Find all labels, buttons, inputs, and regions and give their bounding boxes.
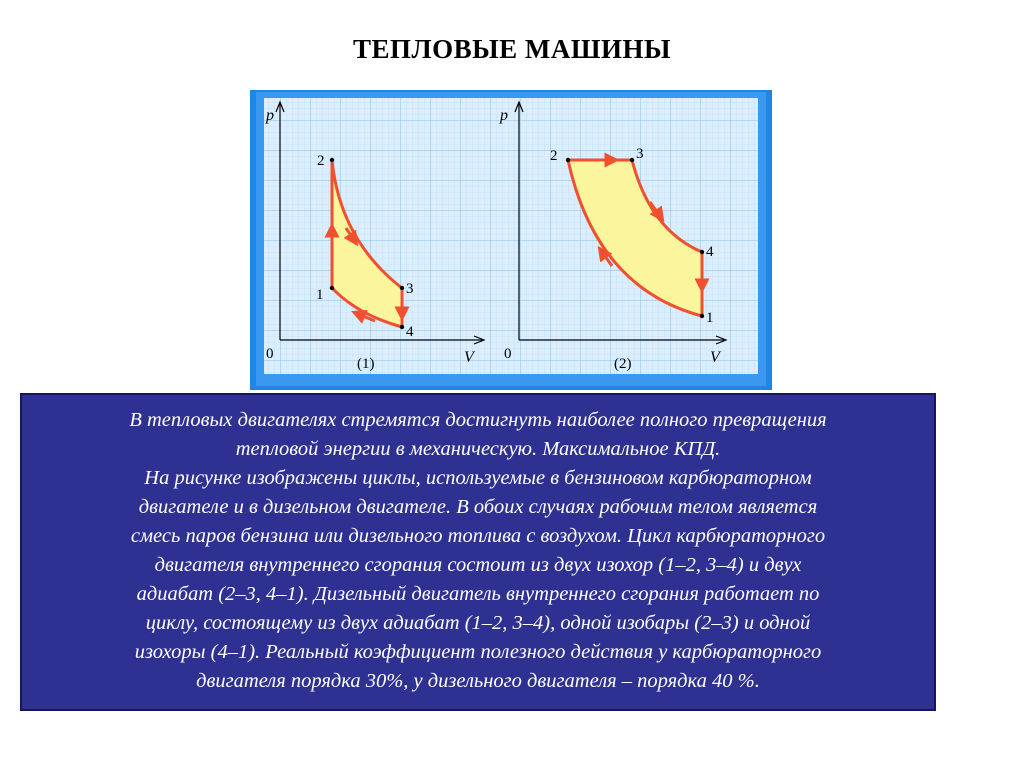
body-line: двигателе и в дизельном двигателе. В обоих случаях рабочим телом является: [138, 496, 818, 518]
body-line: В тепловых двигателях стремятся достигнуть наиболее полного превращения: [129, 409, 827, 431]
point-label: 1: [706, 310, 714, 326]
v-axis-label: V: [464, 349, 474, 366]
cycle-point: [330, 286, 334, 290]
pv-diagrams-figure: [250, 90, 772, 390]
body-line: адиабат (2–3, 4–1). Дизельный двигатель внутреннего сгорания работает по: [136, 583, 820, 605]
cycle-point: [700, 250, 704, 254]
p-axis-label: p: [500, 107, 508, 124]
cycle-point: [630, 158, 634, 162]
cycle-point: [566, 158, 570, 162]
origin-label: 0: [266, 346, 274, 362]
point-label: 4: [406, 324, 414, 340]
diagram-caption: (1): [357, 356, 375, 372]
pv-diagrams-svg: [250, 90, 772, 390]
cycle-point: [400, 286, 404, 290]
body-line: На рисунке изображены циклы, используемые в бензиновом карбюраторном: [144, 467, 812, 489]
point-label: 1: [316, 287, 324, 303]
description-box: [20, 393, 936, 711]
body-line: двигателя внутреннего сгорания состоит из двух изохор (1–2, 3–4) и двух: [154, 554, 802, 576]
cycle-point: [700, 314, 704, 318]
diagram-caption: (2): [614, 356, 632, 372]
point-label: 3: [636, 146, 644, 162]
cycle-point: [400, 325, 404, 329]
origin-label: 0: [504, 346, 512, 362]
cycle-point: [330, 158, 334, 162]
v-axis-label: V: [710, 349, 720, 366]
body-line: двигателя порядка 30%, у дизельного двигателя – порядка 40 %.: [196, 670, 760, 692]
point-label: 2: [317, 153, 325, 169]
body-line: смесь паров бензина или дизельного топлива с воздухом. Цикл карбюраторного: [130, 525, 826, 547]
body-line: тепловой энергии в механическую. Максимальное КПД.: [235, 438, 721, 460]
point-label: 3: [406, 281, 414, 297]
point-label: 2: [550, 148, 558, 164]
slide-title: ТЕПЛОВЫЕ МАШИНЫ: [352, 34, 672, 64]
body-line: циклу, состоящему из двух адиабат (1–2, 3–4), одной изобары (2–3) и одной: [145, 612, 811, 634]
point-label: 4: [706, 244, 714, 260]
p-axis-label: p: [266, 107, 274, 124]
body-line: изохоры (4–1). Реальный коэффициент полезного действия у карбюраторного: [134, 641, 822, 663]
